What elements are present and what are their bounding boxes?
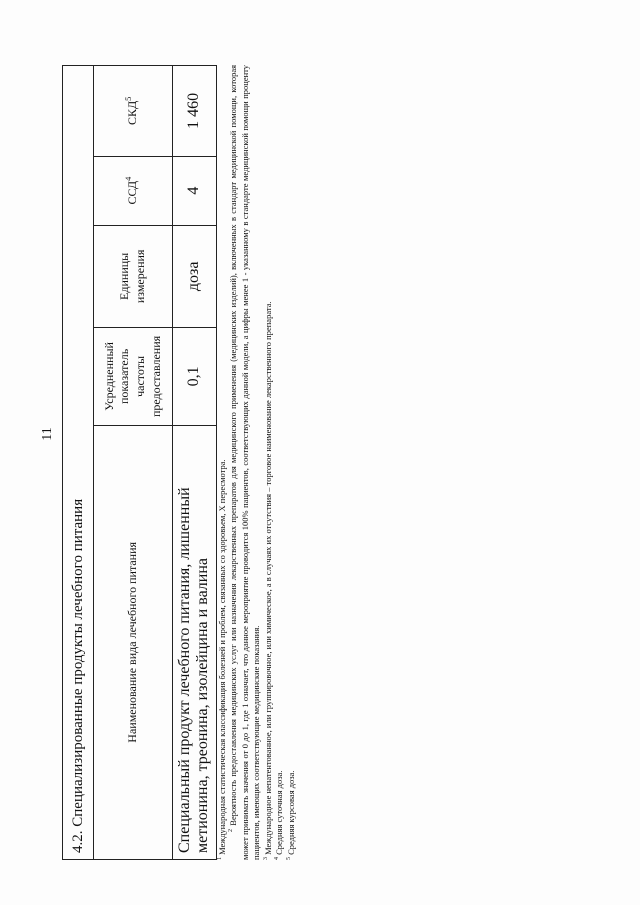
cell-frequency: 0,1 [173, 328, 217, 426]
cell-unit: доза [173, 225, 217, 328]
footnote-5: $^5$ Средняя курсовая доза. [285, 770, 296, 860]
cell-ssd: 4 [173, 156, 217, 225]
footnote-2: $^2$ Вероятность предоставления медицинских услуг или назначения лекарственных препаратов для медицинского применения (медицинских изделий), включенных в стандарт медицинской помощи, которая может принимать значения от 0 до 1, где 1 означает, что данное мероприятие проводится 100% пациентов, соответствующих данной модели, а цифры менее 1 - указанному в стандарте медицинской помощи проценту пациентов, имеющих соответствующие медицинские показания. [228, 64, 262, 860]
header-skd: СКД$^5$ [94, 66, 173, 157]
nutrition-table [62, 65, 217, 860]
cell-skd: 1 460 [173, 66, 217, 157]
footnote-3: $^3$ Международное непатентованное, или группировочное, или химическое, а в случаях их отсутствия – торговое наименование лекарственного препарата. [262, 301, 273, 860]
footnotes [217, 65, 297, 860]
footnote-4: $^4$ Средняя суточная доза. [274, 770, 285, 860]
header-name: Наименование вида лечебного питания [94, 425, 173, 859]
header-ssd: ССД$^4$ [94, 156, 173, 225]
section-title: 4.2. Специализированные продукты лечебного питания [63, 66, 94, 860]
table-header-row [94, 66, 173, 860]
page-number: 11 [40, 427, 55, 441]
table-row [173, 66, 217, 860]
footnote-1: $^1$ Международная статистическая классификация болезней и проблем, связанных со здоровьем, X пересмотра. [217, 459, 227, 860]
header-unit: Единицы измерения [94, 225, 173, 328]
rotated-content [62, 65, 312, 860]
header-frequency: Усредненный показатель частоты предоставления [94, 328, 173, 426]
cell-name: Специальный продукт лечебного питания, лишенный метионина, треонина, изолейцина и валина [173, 425, 217, 859]
